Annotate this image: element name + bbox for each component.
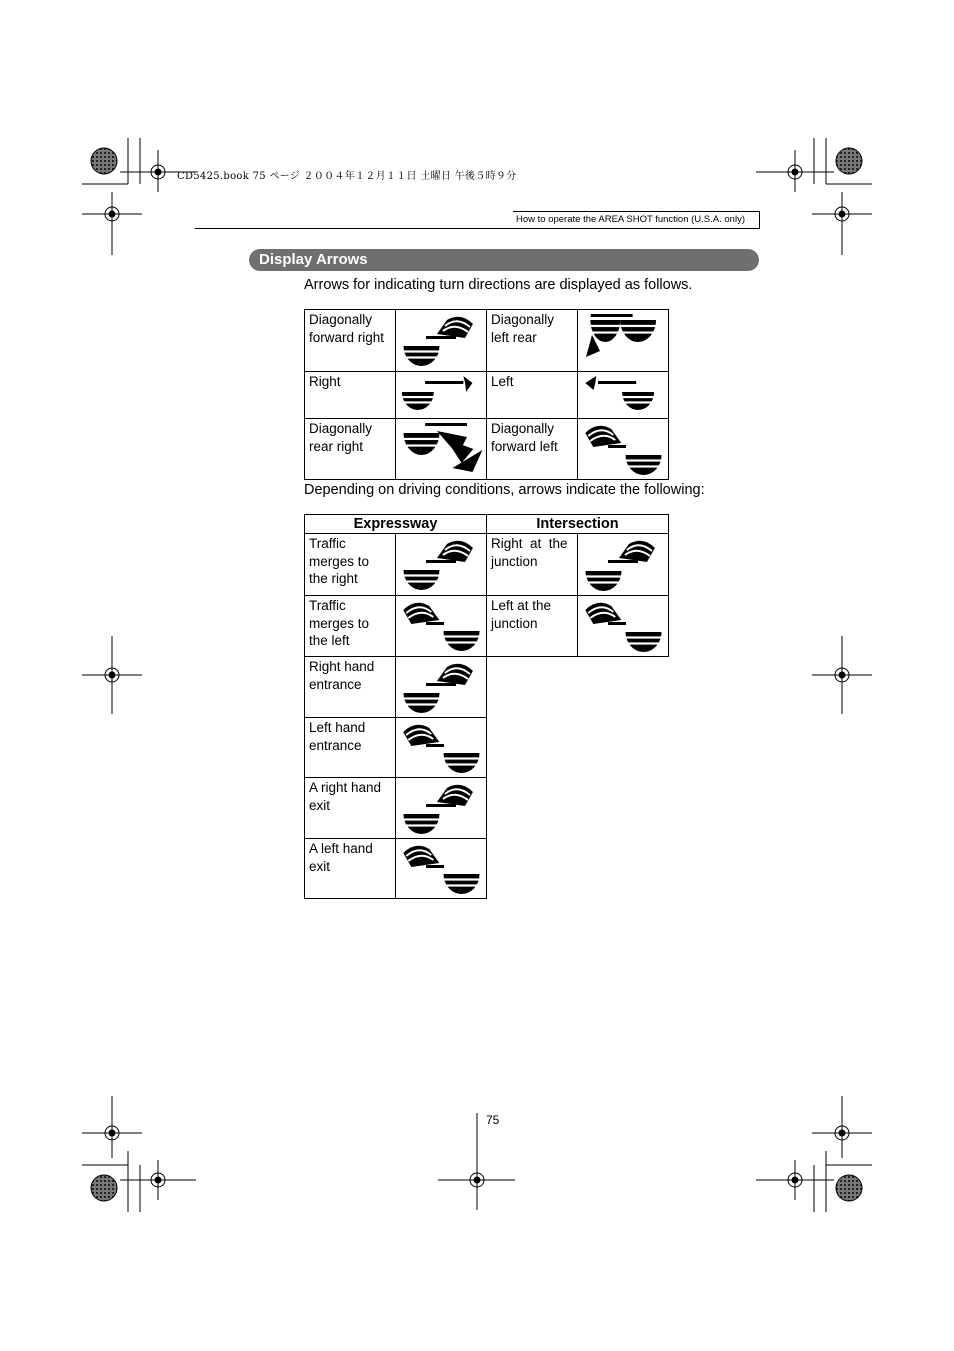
- conditions-row: [305, 534, 669, 596]
- diagonal-forward-right-arrow-icon: [396, 310, 487, 370]
- forward-left-arrow-icon: [396, 718, 487, 777]
- forward-right-arrow-icon: [396, 657, 487, 717]
- forward-right-arrow-icon: [396, 778, 487, 838]
- directions-row: [305, 310, 669, 372]
- condition-label: Left at the junction: [487, 596, 578, 657]
- forward-left-arrow-icon: [396, 839, 487, 898]
- direction-label: Diagonally left rear: [487, 310, 578, 372]
- condition-label: Right at the junction: [487, 534, 578, 596]
- forward-right-arrow-icon: [578, 534, 669, 595]
- forward-left-arrow-icon: [396, 596, 487, 655]
- condition-label: Traffic merges to the right: [305, 534, 396, 596]
- conditions-text: Depending on driving conditions, arrows indicate the following:: [304, 482, 705, 498]
- page-number: 75: [486, 1113, 500, 1127]
- directions-row: [305, 372, 669, 419]
- conditions-row: [305, 839, 669, 899]
- conditions-header-row: [305, 515, 669, 534]
- forward-left-arrow-icon: [578, 596, 669, 656]
- forward-right-arrow-icon: [396, 534, 487, 594]
- diagonal-rear-right-arrow-icon: [396, 419, 487, 478]
- right-arrow-icon: [396, 372, 487, 417]
- condition-label: A right hand exit: [305, 778, 396, 839]
- direction-label: Right: [305, 372, 396, 419]
- condition-label: A left hand exit: [305, 839, 396, 899]
- diagonal-forward-left-arrow-icon: [578, 419, 669, 479]
- directions-table: [304, 309, 669, 480]
- intro-text: Arrows for indicating turn directions are displayed as follows.: [304, 277, 693, 293]
- condition-label: Right hand entrance: [305, 657, 396, 718]
- expressway-header: Expressway: [305, 515, 487, 534]
- direction-label: Diagonally rear right: [305, 419, 396, 480]
- direction-label: Diagonally forward right: [305, 310, 396, 372]
- running-header: How to operate the AREA SHOT function (U.S.A. only): [513, 211, 760, 229]
- intersection-header: Intersection: [487, 515, 669, 534]
- condition-label: Traffic merges to the left: [305, 596, 396, 657]
- print-header: CD5425.book 75 ページ ２００４年１２月１１日 土曜日 午後５時９分: [177, 171, 517, 182]
- direction-label: Diagonally forward left: [487, 419, 578, 480]
- diagonal-left-rear-arrow-icon: [578, 310, 669, 371]
- header-rule: [195, 228, 760, 229]
- conditions-row: [305, 718, 669, 778]
- conditions-row: [305, 596, 669, 657]
- conditions-row: [305, 657, 669, 718]
- conditions-row: [305, 778, 669, 839]
- section-title: Display Arrows: [249, 249, 759, 271]
- directions-row: [305, 419, 669, 480]
- conditions-table: [304, 514, 669, 899]
- condition-label: Left hand entrance: [305, 718, 396, 778]
- direction-label: Left: [487, 372, 578, 419]
- left-arrow-icon: [578, 372, 669, 418]
